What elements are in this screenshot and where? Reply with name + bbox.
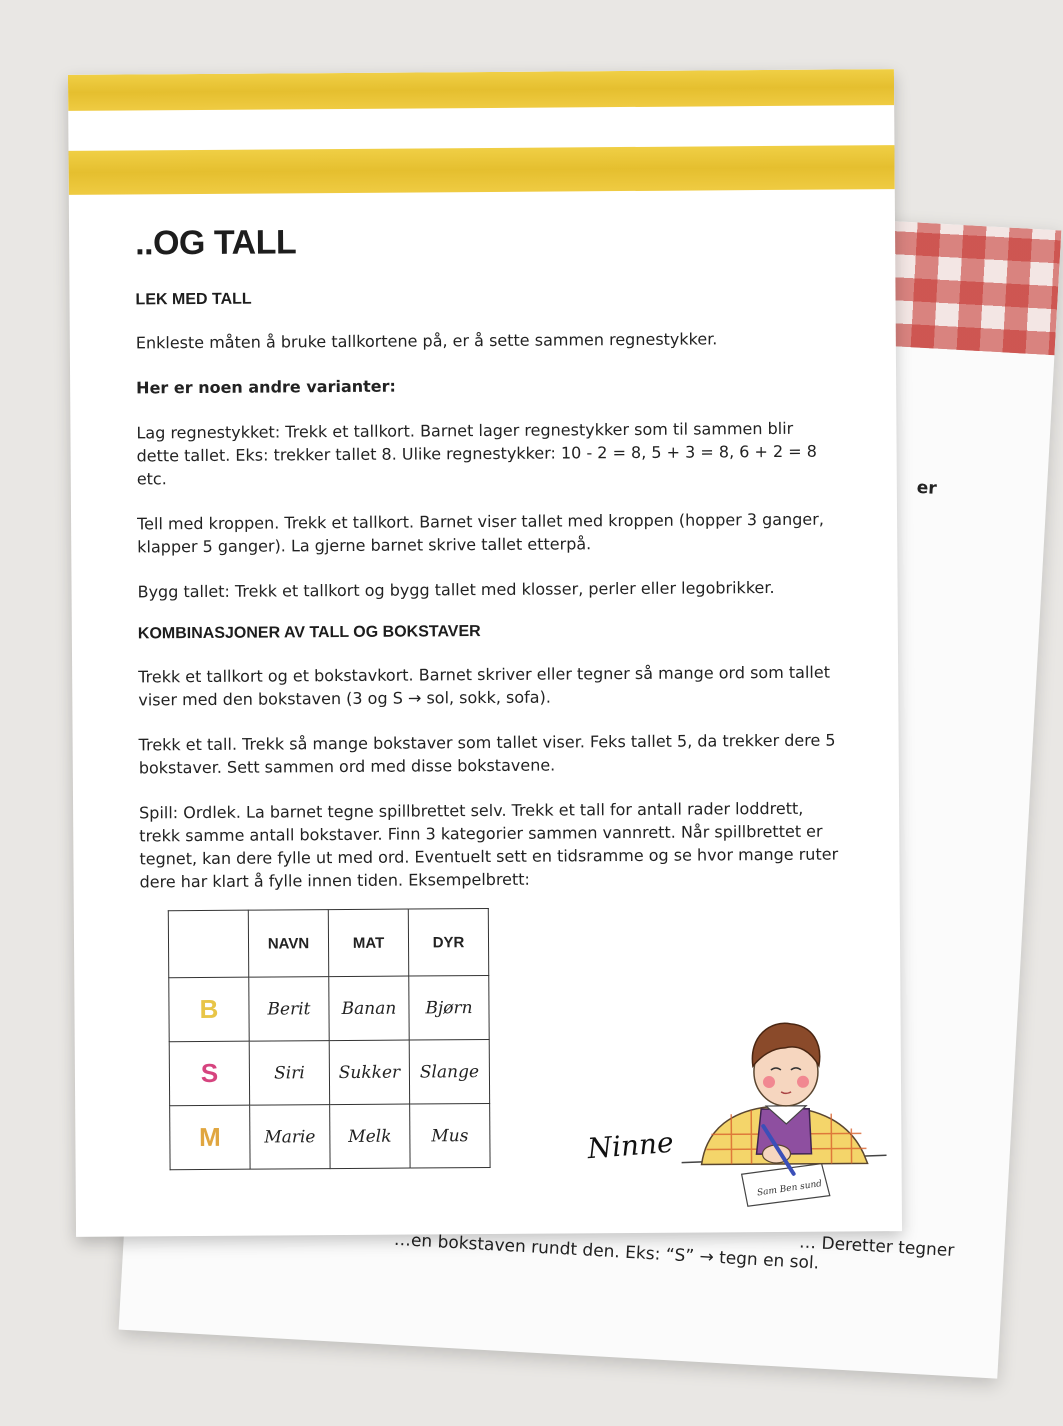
grid-cell: Berit [249, 977, 329, 1042]
grid-cell: Sukker [329, 1040, 409, 1105]
boy-writing-illustration [681, 1013, 892, 1214]
section-heading-kombinasjoner: KOMBINASJONER AV TALL OG BOKSTAVER [137, 623, 481, 643]
grid-cell: Siri [249, 1041, 329, 1106]
grid-cell: Marie [250, 1105, 330, 1170]
back-bottom-line-2: …en bokstaven rundt den. Eks: “S” → tegn en sol. [393, 1229, 820, 1274]
grid-row-letter: S [169, 1041, 249, 1106]
front-sheet [68, 69, 902, 1237]
back-bottom-line-1: … Deretter tegner [798, 1232, 955, 1262]
paragraph-spill: Spill: Ordlek. La barnet tegne spillbrettet selv. Trekk et tall for antall rader loddrett, trekk samme antall bokstaver. Finn 3 kategorier sammen vannrett. Når spillbrettet er tegnet, kan dere fylle ut med ord. Eventuelt sett en tidsramme og se hvor mange ruter dere har klart å fylle innen tiden. Eksempelbrett: [139, 798, 839, 892]
paragraph-komb1: Trekk et tallkort og et bokstavkort. Barnet skriver eller tegner så mange ord som tallet viser med den bokstaven (3 og S → sol, sokk, sofa). [138, 662, 830, 710]
yellow-stripe-top [68, 69, 894, 111]
grid-header-mat: MAT [328, 909, 408, 977]
grid-header-navn: NAVN [248, 910, 328, 978]
paragraph-bygg: Bygg tallet: Trekk et tallkort og bygg tallet med klosser, perler eller legobrikker. [137, 577, 775, 602]
paragraph-variants-heading: Her er noen andre varianter: [136, 376, 396, 398]
section-heading-lek-med-tall: LEK MED TALL [135, 290, 252, 309]
paragraph-kroppen: Tell med kroppen. Trekk et tallkort. Barnet viser tallet med kroppen (hopper 3 ganger, klapper 5 ganger). La gjerne barnet skrive tallet etterpå. [137, 509, 824, 557]
grid-row [170, 1103, 490, 1169]
page-content [135, 220, 840, 916]
back-text-fragment: er [916, 477, 938, 499]
grid-corner-cell [168, 910, 248, 978]
paragraph-komb2: Trekk et tall. Trekk så mange bokstaver som tallet viser. Feks tallet 5, da trekker dere 5 bokstaver. Sett sammen ord med disse bokstavene. [138, 730, 836, 778]
grid-row-letter: M [170, 1105, 250, 1170]
grid-cell: Mus [410, 1103, 490, 1168]
grid-row [169, 975, 489, 1041]
signature: Ninne [586, 1125, 675, 1166]
grid-cell: Bjørn [409, 975, 489, 1040]
grid-cell: Slange [409, 1039, 489, 1104]
grid-cell: Banan [329, 976, 409, 1041]
grid-row-letter: B [169, 977, 249, 1042]
paragraph-regnestykket: Lag regnestykket: Trekk et tallkort. Barnet lager regnestykker som til sammen blir dette tallet. Eks: trekker tallet 8. Ulike regnestykker: 10 - 2 = 8, 5 + 3 = 8, 6 + 2 = 8 etc. [136, 418, 817, 489]
grid-row [169, 1039, 489, 1105]
drawing-paper-text: Sam Ben sund [756, 1179, 823, 1199]
grid-header-row [168, 908, 488, 977]
grid-header-dyr: DYR [408, 908, 488, 976]
page-title: ..OG TALL [134, 223, 297, 263]
grid-cell: Melk [330, 1104, 410, 1169]
yellow-stripe-second [68, 145, 894, 195]
example-word-grid [168, 908, 491, 1170]
paragraph-intro: Enkleste måten å bruke tallkortene på, er å sette sammen regnestykker. [135, 329, 718, 353]
